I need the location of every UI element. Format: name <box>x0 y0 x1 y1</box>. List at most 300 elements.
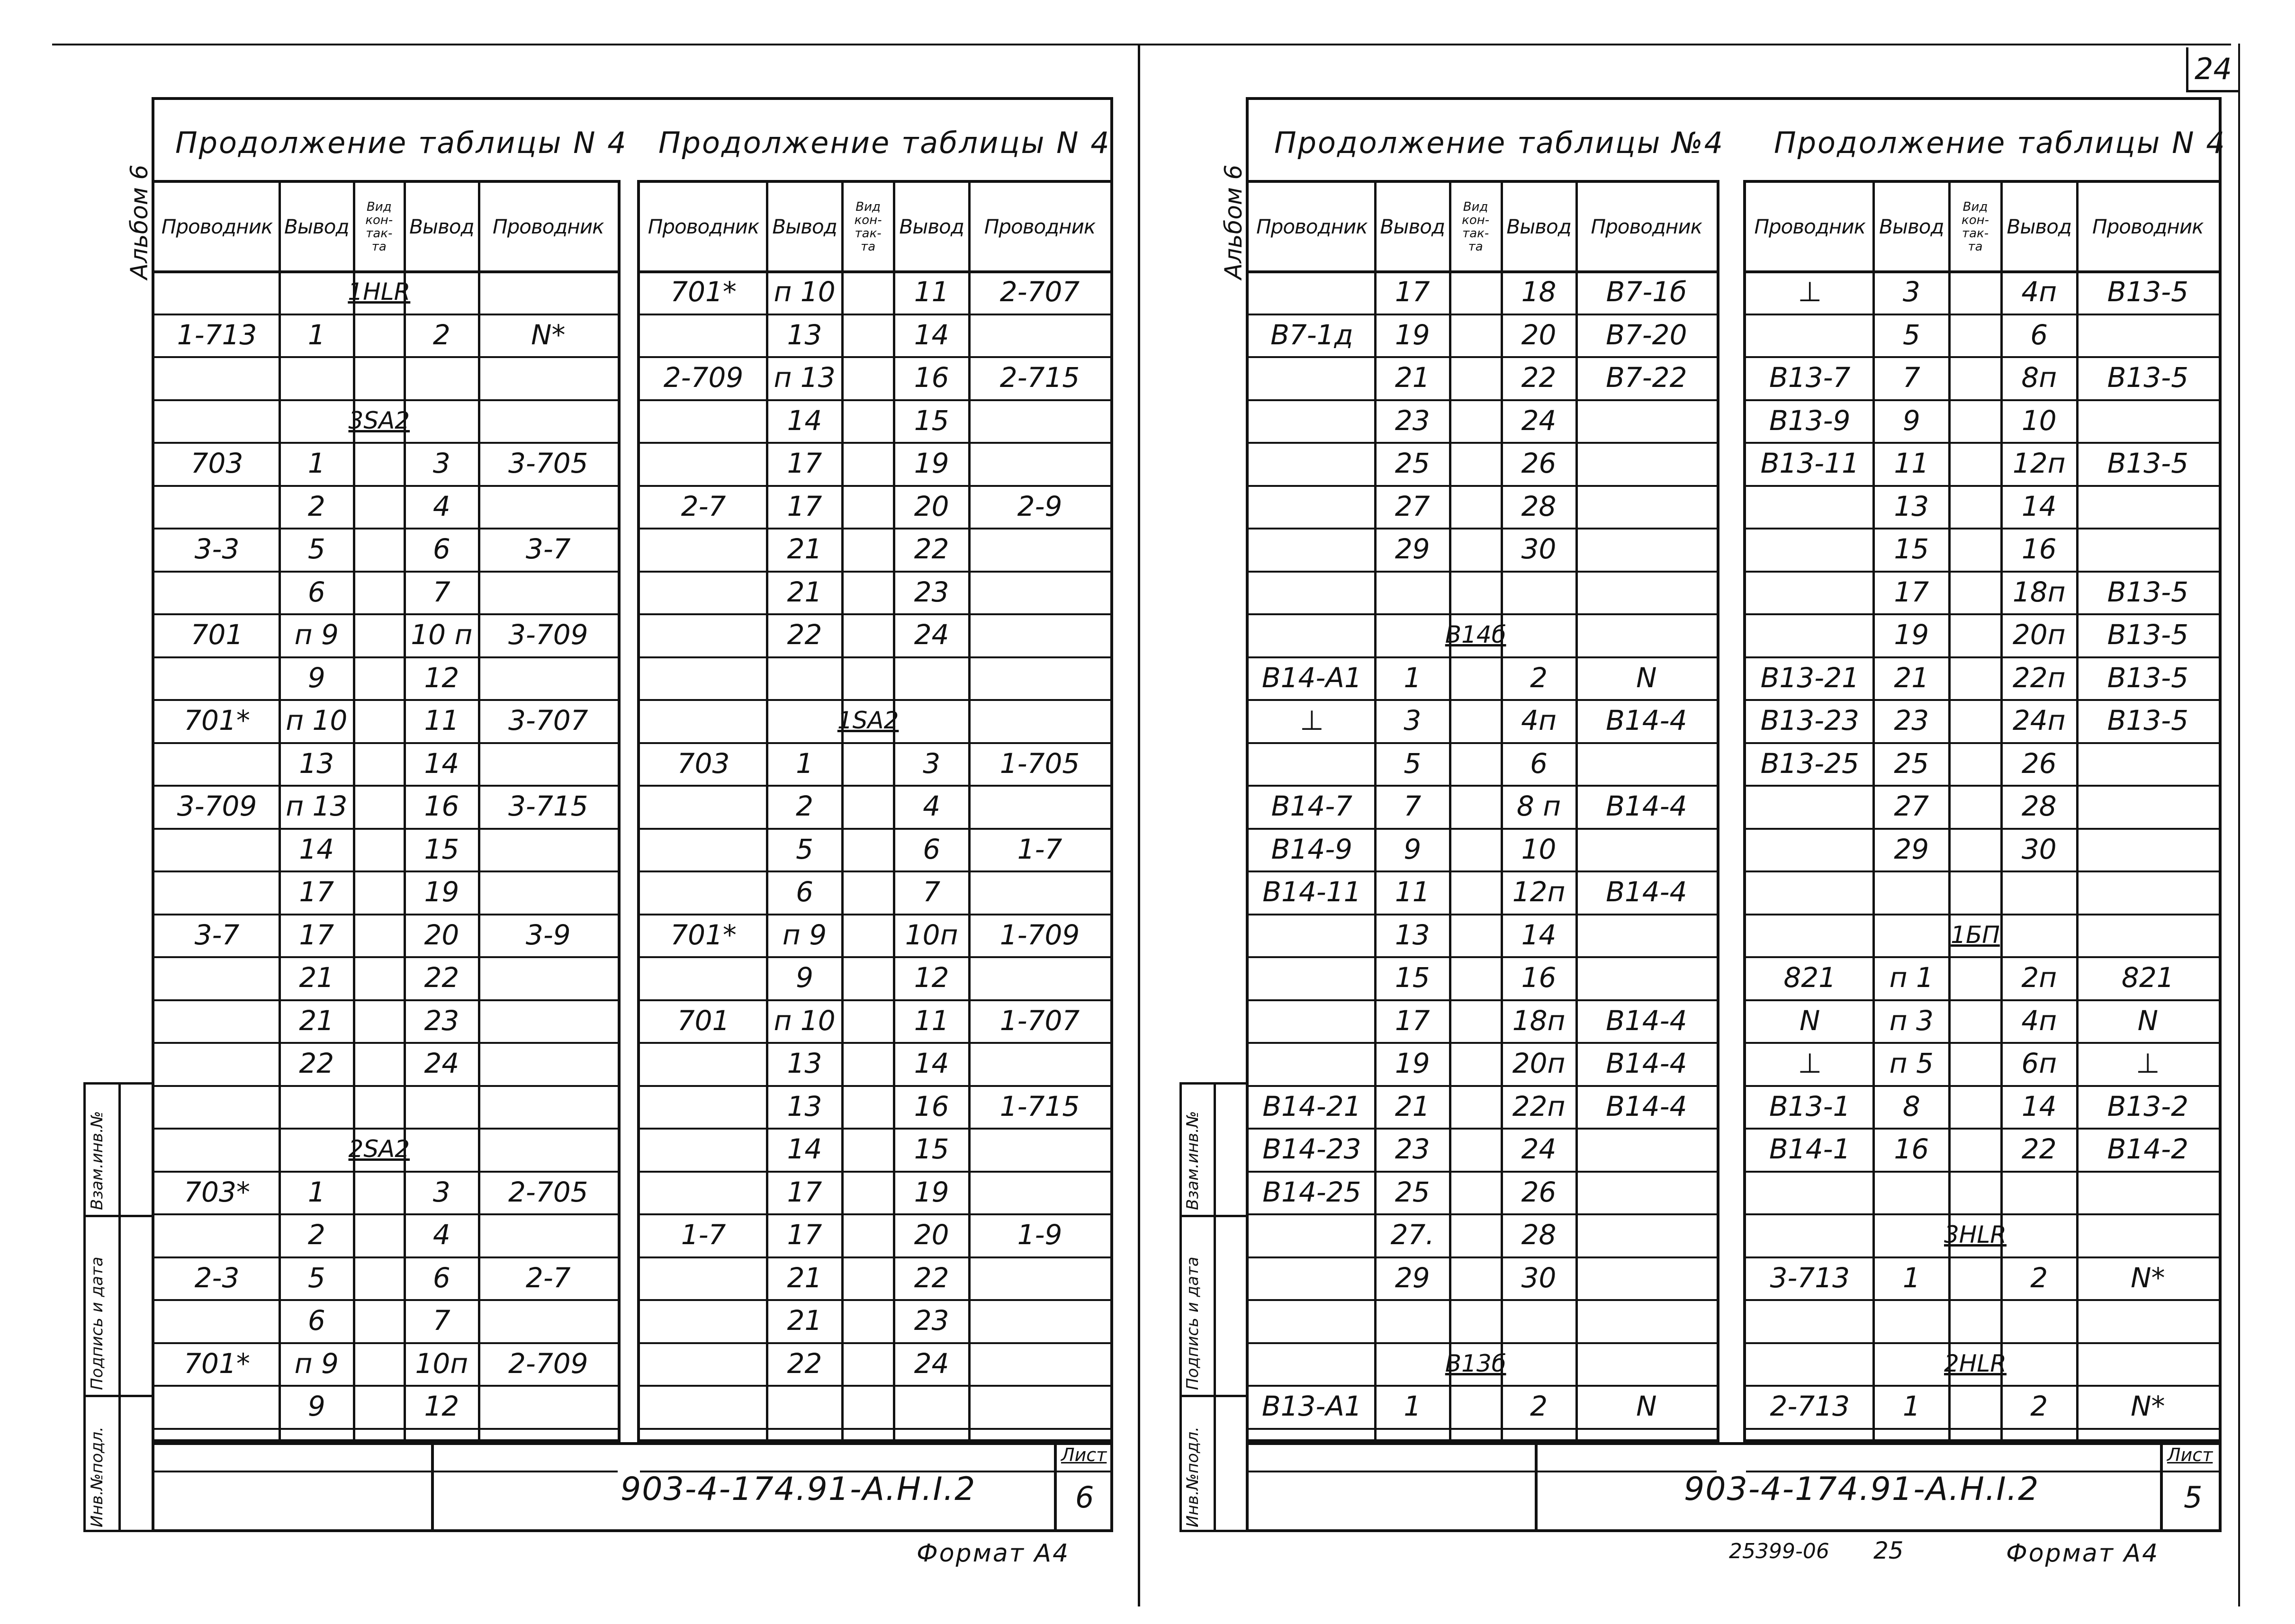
table-cell: В14-4 <box>1606 876 1687 908</box>
table-row <box>1746 314 2219 359</box>
rp-t1-contact-type-line: та <box>1468 239 1483 254</box>
table-cell: 10 п <box>411 619 473 651</box>
right-page-table2 <box>1743 180 2222 1442</box>
left-stamp-inv-replace: Взам.инв.№ <box>88 1111 107 1210</box>
table-cell: 25 <box>1894 747 1929 780</box>
table-cell: В13-5 <box>2107 704 2188 736</box>
table-cell: 2-713 <box>1770 1390 1850 1422</box>
rp-t2-col-contact-type-header <box>1949 183 2001 270</box>
rp-t2-contact-type-line: Вид <box>1962 199 1988 214</box>
table-cell: 20п <box>1512 1047 1566 1079</box>
table-row <box>640 1213 1110 1258</box>
table-cell: 1 <box>307 318 325 351</box>
table-cell: 13 <box>787 1047 822 1079</box>
table-row <box>640 399 1110 444</box>
rp-t1-contact-type-line: так- <box>1462 226 1489 241</box>
table-cell: В7-1б <box>1606 276 1687 308</box>
table-cell: 14 <box>1521 918 1557 951</box>
table-cell: 7 <box>923 876 941 908</box>
table-cell: 1 <box>1902 1261 1920 1294</box>
table-cell: 21 <box>787 1261 822 1294</box>
table-cell: 11 <box>914 276 949 308</box>
table-cell: п 3 <box>1889 1004 1934 1037</box>
table-cell: 22 <box>914 533 949 565</box>
table-cell: 11 <box>1894 447 1929 479</box>
table-cell: 13 <box>299 747 334 780</box>
rp-t2-col-terminal-from-header: Вывод <box>1879 215 1944 238</box>
table-cell: 17 <box>787 1175 822 1208</box>
table-cell: 4 <box>432 490 450 522</box>
table-cell: 6 <box>923 833 941 865</box>
right-doc-code: 903-4-174.91-А.Н.I.2 <box>1684 1471 2040 1508</box>
table-cell: 23 <box>914 575 949 608</box>
table-cell: В14-2 <box>2107 1133 2188 1165</box>
table-cell: 1-705 <box>999 747 1080 780</box>
table-row <box>154 999 618 1044</box>
table-row <box>640 356 1110 401</box>
table-cell: 2 <box>2030 1261 2048 1294</box>
left-stamp-sign-date: Подпись и дата <box>88 1256 107 1390</box>
table-cell: 3-713 <box>1770 1261 1850 1294</box>
table-cell: N <box>1636 1390 1657 1422</box>
table-cell: 5 <box>1902 318 1920 351</box>
table-cell: В13-25 <box>1760 747 1859 780</box>
table-cell: п 9 <box>294 619 339 651</box>
table-cell: 14 <box>424 747 459 780</box>
table-cell: 29 <box>1395 533 1430 565</box>
table-cell: 20 <box>914 1219 949 1251</box>
table-cell: В14-4 <box>1606 790 1687 822</box>
table-cell: В7-1д <box>1270 318 1353 351</box>
table-cell: 16 <box>424 790 459 822</box>
table-row <box>1746 613 2219 658</box>
rp-t2-col-terminal-to-header: Вывод <box>2007 215 2071 238</box>
table-row <box>640 742 1110 787</box>
table-cell: 26 <box>1521 1175 1557 1208</box>
table-cell: 28 <box>1521 1219 1557 1251</box>
table-cell: 3 <box>432 1175 450 1208</box>
table-cell: 2 <box>1530 1390 1548 1422</box>
table-row <box>1249 870 1717 915</box>
table-row <box>1249 699 1717 744</box>
table-cell: 703 <box>190 447 243 479</box>
table-cell: 23 <box>914 1304 949 1337</box>
table-row <box>154 956 618 1001</box>
table-cell: 3 <box>923 747 941 780</box>
section-label: 1БП <box>1951 921 2000 949</box>
table-row <box>154 1171 618 1216</box>
table-cell: 17 <box>1395 276 1430 308</box>
lp-t1-header <box>154 183 618 273</box>
table-row <box>1746 399 2219 444</box>
table-cell: N <box>2137 1004 2158 1037</box>
table-cell: 17 <box>299 876 334 908</box>
table-row <box>1746 1128 2219 1173</box>
table-row <box>1249 1213 1717 1258</box>
table-cell: 2-709 <box>663 361 744 394</box>
table-row <box>1746 571 2219 616</box>
section-label: В13б <box>1445 1349 1506 1377</box>
table-cell: 22 <box>299 1047 334 1079</box>
table-cell: 1-715 <box>999 1090 1080 1122</box>
table-row <box>154 699 618 744</box>
table-cell: 19 <box>1395 318 1430 351</box>
table-row <box>1746 1342 2219 1387</box>
right-edge-rule <box>2238 44 2240 1606</box>
table-cell: 6 <box>432 1261 450 1294</box>
table-cell: 22 <box>1521 361 1557 394</box>
table-cell: 2 <box>307 490 325 522</box>
table-cell: 9 <box>1404 833 1422 865</box>
table-row <box>640 1342 1110 1387</box>
table-cell: п 9 <box>294 1347 339 1380</box>
lp-t1-col-terminal-from-header: Вывод <box>284 215 349 238</box>
table-cell: 20 <box>1521 318 1557 351</box>
table-cell: 1-707 <box>999 1004 1080 1037</box>
corner-number: 24 <box>2195 51 2232 86</box>
table-cell: В13-21 <box>1760 661 1859 694</box>
table-cell: 23 <box>1395 1133 1430 1165</box>
table-cell: 2-3 <box>194 1261 240 1294</box>
table-cell: В13-5 <box>2107 619 2188 651</box>
table-row <box>1249 1299 1717 1344</box>
rp-t1-header <box>1249 183 1717 273</box>
table-cell: В14-21 <box>1262 1090 1361 1122</box>
table-cell: В14-9 <box>1271 833 1353 865</box>
table-row <box>1249 314 1717 359</box>
table-cell: 21 <box>299 1004 334 1037</box>
table-cell: 703* <box>184 1175 250 1208</box>
table-cell: 17 <box>299 918 334 951</box>
table-cell: В14-А1 <box>1261 661 1362 694</box>
table-cell: 30 <box>1521 1261 1557 1294</box>
table-cell: В14-11 <box>1262 876 1361 908</box>
table-cell: 12п <box>1512 876 1566 908</box>
table-cell: 3 <box>1404 704 1422 736</box>
table-cell: 18п <box>2012 575 2066 608</box>
table-cell: 22 <box>424 961 459 994</box>
table-cell: 1 <box>307 447 325 479</box>
table-cell: 11 <box>424 704 459 736</box>
table-row <box>640 1256 1110 1301</box>
lp-t2-contact-type-line: кон- <box>854 213 882 227</box>
table-cell: 10 <box>1521 833 1557 865</box>
table-cell: 2 <box>307 1219 325 1251</box>
left-side-stamp-h2 <box>83 1395 154 1397</box>
table-row <box>1249 1042 1717 1087</box>
lp-t1-contact-type-line: кон- <box>365 213 393 227</box>
left-page-table2-title: Продолжение таблицы N 4 <box>658 126 1111 160</box>
section-label: 3SA2 <box>348 406 410 434</box>
table-cell: 1-7 <box>681 1219 726 1251</box>
table-cell: 24 <box>1521 1133 1557 1165</box>
right-side-stamp-h1 <box>1179 1215 1249 1217</box>
table-cell: п 10 <box>774 1004 836 1037</box>
rp-t2-header <box>1746 183 2219 273</box>
rp-t1-col-conductor-header: Проводник <box>1256 215 1368 238</box>
table-cell: 14 <box>787 1133 822 1165</box>
rp-t1-col-terminal-from-header: Вывод <box>1380 215 1445 238</box>
table-cell: 3-7 <box>525 533 571 565</box>
table-cell: 6 <box>432 533 450 565</box>
table-row <box>1249 571 1717 616</box>
table-row <box>154 528 618 573</box>
table-cell: В14-23 <box>1262 1133 1361 1165</box>
table-cell: 7 <box>432 1304 450 1337</box>
table-row <box>154 870 618 915</box>
table-cell: В13-9 <box>1769 404 1851 437</box>
table-cell: 8п <box>2021 361 2057 394</box>
left-page-table2 <box>637 180 1113 1442</box>
right-stamp-sign-date: Подпись и дата <box>1183 1256 1202 1390</box>
table-row <box>1249 656 1717 701</box>
table-cell: 15 <box>1395 961 1430 994</box>
table-row <box>640 828 1110 873</box>
table-cell: 23 <box>1395 404 1430 437</box>
lp-t2-col-terminal-from-header: Вывод <box>772 215 837 238</box>
table-row <box>1249 828 1717 873</box>
table-cell: В14-1 <box>1769 1133 1851 1165</box>
table-cell: 13 <box>787 1090 822 1122</box>
rp-t2-contact-type-line: кон- <box>1962 213 1989 227</box>
table-row <box>640 999 1110 1044</box>
table-cell: 14 <box>787 404 822 437</box>
table-cell: 21 <box>787 533 822 565</box>
table-cell: 19 <box>1395 1047 1430 1079</box>
table-cell: В13-2 <box>2107 1090 2188 1122</box>
table-cell: 3-705 <box>508 447 588 479</box>
table-row <box>1249 270 1717 315</box>
table-cell: 19 <box>1894 619 1929 651</box>
table-row <box>154 1213 618 1258</box>
table-row <box>1249 742 1717 787</box>
table-cell: 3-709 <box>508 619 588 651</box>
table-cell: В13-7 <box>1769 361 1851 394</box>
table-cell: В14-25 <box>1262 1175 1361 1208</box>
table-cell: 14 <box>2021 490 2057 522</box>
table-cell: 15 <box>914 1133 949 1165</box>
section-label: 3HLR <box>1944 1221 2007 1248</box>
table-cell: В7-22 <box>1606 361 1687 394</box>
table-cell: 7 <box>432 575 450 608</box>
table-cell: 1-709 <box>999 918 1080 951</box>
table-row <box>154 1128 618 1173</box>
table-row <box>1746 1256 2219 1301</box>
table-cell: 24 <box>1521 404 1557 437</box>
rp-t2-col-conductor-header: Проводник <box>1754 215 1865 238</box>
table-row <box>1249 999 1717 1044</box>
table-cell: 15 <box>914 404 949 437</box>
table-row <box>1746 270 2219 315</box>
table-cell: 4п <box>2021 1004 2057 1037</box>
table-cell: 21 <box>1395 1090 1430 1122</box>
table-row <box>1746 1213 2219 1258</box>
table-cell: 11 <box>1395 876 1430 908</box>
lp-t2-header <box>640 183 1110 273</box>
lp-t1-col-contact-type-header <box>354 183 405 270</box>
table-cell: 701* <box>670 276 737 308</box>
table-cell: В13-А1 <box>1261 1390 1362 1422</box>
lp-t2-col-contact-type-header <box>842 183 894 270</box>
table-row <box>154 571 618 616</box>
table-cell: 20 <box>914 490 949 522</box>
table-cell: 1 <box>796 747 813 780</box>
right-format: Формат А4 <box>2006 1539 2160 1568</box>
table-row <box>154 785 618 830</box>
right-sheet-label: Лист <box>2167 1445 2213 1465</box>
table-cell: 2 <box>2030 1390 2048 1422</box>
table-cell: 2 <box>796 790 813 822</box>
table-cell: 26 <box>1521 447 1557 479</box>
table-cell: 4п <box>1521 704 1557 736</box>
section-label: 2SA2 <box>348 1135 410 1163</box>
corner-number-box <box>2186 47 2238 92</box>
table-cell: 28 <box>2021 790 2057 822</box>
table-cell: 11 <box>914 1004 949 1037</box>
table-cell: 701* <box>184 704 250 736</box>
table-row <box>640 1171 1110 1216</box>
table-cell: 9 <box>1902 404 1920 437</box>
table-cell: В13-11 <box>1760 447 1859 479</box>
table-row <box>154 270 618 315</box>
table-cell: 19 <box>914 1175 949 1208</box>
table-cell: 22 <box>787 1347 822 1380</box>
table-row <box>1249 528 1717 573</box>
table-cell: 17 <box>787 1219 822 1251</box>
table-row <box>1746 528 2219 573</box>
table-row <box>1746 870 2219 915</box>
right-sheet-no: 5 <box>2184 1480 2203 1515</box>
table-cell: 22п <box>2012 661 2066 694</box>
table-cell: 12п <box>2012 447 2066 479</box>
table-cell: 1 <box>307 1175 325 1208</box>
table-row <box>1746 1299 2219 1344</box>
table-cell: 9 <box>307 1390 325 1422</box>
table-cell: п 9 <box>782 918 827 951</box>
table-cell: 22 <box>914 1261 949 1294</box>
table-cell: 16 <box>1894 1133 1929 1165</box>
table-cell: 2п <box>2021 961 2057 994</box>
table-cell: В14-4 <box>1606 1004 1687 1037</box>
table-cell: 27. <box>1390 1219 1434 1251</box>
table-cell: В14-4 <box>1606 1090 1687 1122</box>
table-cell: 14 <box>299 833 334 865</box>
table-row <box>1249 956 1717 1001</box>
table-cell: 701 <box>677 1004 730 1037</box>
table-row <box>1249 442 1717 487</box>
table-cell: 7 <box>1404 790 1422 822</box>
table-cell: 15 <box>1894 533 1929 565</box>
table-cell: 23 <box>424 1004 459 1037</box>
rp-t2-contact-type-line: та <box>1968 239 1983 254</box>
table-cell: 13 <box>1395 918 1430 951</box>
table-cell: 25 <box>1395 1175 1430 1208</box>
right-stamp-inv-replace: Взам.инв.№ <box>1183 1111 1202 1210</box>
table-cell: 30 <box>1521 533 1557 565</box>
table-cell: 15 <box>424 833 459 865</box>
table-cell: 17 <box>787 447 822 479</box>
table-cell: 13 <box>1894 490 1929 522</box>
table-cell: N* <box>2131 1261 2165 1294</box>
table-cell: 14 <box>914 318 949 351</box>
table-row <box>640 571 1110 616</box>
center-fold <box>1138 44 1140 1606</box>
table-cell: 2-707 <box>999 276 1080 308</box>
table-cell: 17 <box>787 490 822 522</box>
right-archive-page: 25 <box>1873 1537 1904 1564</box>
table-row <box>154 1342 618 1387</box>
table-cell: 3-9 <box>525 918 571 951</box>
table-cell: ⊥ <box>1300 704 1324 736</box>
lp-t2-contact-type-line: Вид <box>855 199 881 214</box>
lp-t1-contact-type-line: Вид <box>366 199 392 214</box>
table-cell: В13-1 <box>1769 1090 1851 1122</box>
right-page-table2-title: Продолжение таблицы N 4 <box>1774 126 2226 160</box>
table-cell: В13-5 <box>2107 575 2188 608</box>
table-cell: 5 <box>307 533 325 565</box>
table-row <box>1746 999 2219 1044</box>
table-row <box>1746 699 2219 744</box>
left-title-block-div <box>431 1442 434 1532</box>
left-side-stamp-div <box>118 1082 121 1532</box>
lp-t1-col-conductor-header: Проводник <box>161 215 273 238</box>
table-row <box>1746 656 2219 701</box>
table-cell: 30 <box>2021 833 2057 865</box>
table-cell: ⊥ <box>2136 1047 2160 1079</box>
table-cell: 3-7 <box>194 918 240 951</box>
table-row <box>1249 485 1717 530</box>
table-cell: 21 <box>1395 361 1430 394</box>
table-cell: В7-20 <box>1606 318 1687 351</box>
table-row <box>640 914 1110 959</box>
table-cell: 3-709 <box>177 790 257 822</box>
table-cell: В13-5 <box>2107 361 2188 394</box>
table-cell: В14-4 <box>1606 704 1687 736</box>
table-row <box>1746 1042 2219 1087</box>
table-cell: 10 <box>2021 404 2057 437</box>
table-row <box>640 956 1110 1001</box>
table-cell: 8 <box>1902 1090 1920 1122</box>
table-cell: 5 <box>307 1261 325 1294</box>
table-cell: 5 <box>1404 747 1422 780</box>
lp-t1-contact-type-line: так- <box>366 226 393 241</box>
table-cell: 9 <box>307 661 325 694</box>
table-cell: В13-5 <box>2107 661 2188 694</box>
table-row <box>154 1042 618 1087</box>
table-cell: 3-707 <box>508 704 588 736</box>
table-cell: 701* <box>184 1347 250 1380</box>
table-cell: В14-7 <box>1271 790 1353 822</box>
table-cell: 4п <box>2021 276 2057 308</box>
table-row <box>640 699 1110 744</box>
table-row <box>640 485 1110 530</box>
table-cell: 22п <box>1512 1090 1566 1122</box>
rp-t1-contact-type-line: кон- <box>1462 213 1490 227</box>
table-row <box>1746 356 2219 401</box>
table-cell: 24 <box>424 1047 459 1079</box>
table-cell: 7 <box>1902 361 1920 394</box>
table-row <box>1249 1385 1717 1430</box>
table-cell: 12 <box>424 1390 459 1422</box>
right-side-stamp-h2 <box>1179 1395 1249 1397</box>
table-cell: 14 <box>914 1047 949 1079</box>
table-cell: 18п <box>1512 1004 1566 1037</box>
table-row <box>154 828 618 873</box>
section-label: В14б <box>1445 621 1506 648</box>
table-cell: N <box>1636 661 1657 694</box>
table-cell: 24 <box>914 619 949 651</box>
section-label: 1HLR <box>348 278 411 305</box>
